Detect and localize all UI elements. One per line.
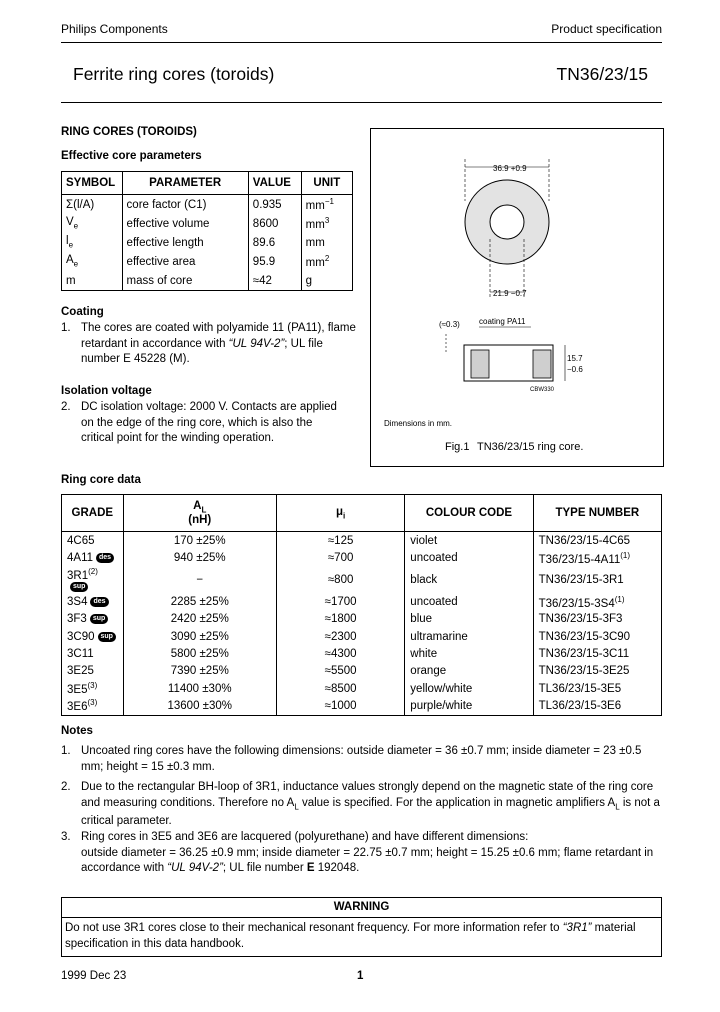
notes-heading: Notes	[61, 725, 93, 737]
al-value: 2420 ±25%	[123, 611, 276, 628]
al-value: −	[123, 567, 276, 594]
unit: mm	[305, 256, 325, 269]
grade: 3S4	[67, 596, 88, 609]
colour-code: white	[405, 645, 533, 662]
height-tol-label: −0.6	[567, 365, 583, 374]
section-title: RING CORES (TOROIDS)	[61, 126, 197, 138]
unit-exp: 3	[324, 216, 330, 226]
grade: 3C90	[67, 630, 95, 643]
table-row	[62, 697, 662, 715]
type-number: TL36/23/15-3E6	[533, 697, 661, 715]
grade: 3R1	[67, 569, 89, 582]
grade: 3E25	[62, 663, 124, 680]
al-value: 2285 ±25%	[123, 593, 276, 610]
grade: 4C65	[62, 532, 124, 550]
parameter: core factor (C1)	[122, 195, 248, 215]
mu-value: ≈4300	[276, 645, 404, 662]
table-row	[62, 214, 353, 233]
unit: mm	[305, 218, 325, 231]
colour-code: purple/white	[405, 697, 533, 715]
col-mui: $\mu_i$	[276, 495, 404, 532]
colour-code: violet	[405, 532, 533, 550]
al-value: 940 ±25%	[123, 549, 276, 566]
type-number: TL36/23/15-3E5	[533, 680, 661, 697]
coating-heading: Coating	[61, 306, 104, 318]
figure-caption: TN36/23/15 ring core.	[477, 441, 584, 453]
parameter: effective volume	[122, 214, 248, 233]
symbol-sub: e	[73, 221, 79, 231]
warning-title: WARNING	[62, 898, 661, 918]
grade-note: (3)	[87, 698, 98, 708]
unit-exp: −1	[324, 197, 334, 207]
table-row	[62, 680, 662, 697]
col-al: $A_L$ (nH)	[123, 495, 276, 532]
colour-code: blue	[405, 611, 533, 628]
al-value: 3090 ±25%	[123, 628, 276, 645]
footer-date: 1999 Dec 23	[61, 970, 127, 982]
ring-core-drawing	[371, 129, 663, 466]
colour-code: ultramarine	[405, 628, 533, 645]
note-1-num: 1.	[61, 745, 71, 757]
type-number: TN36/23/15-4C65	[533, 532, 661, 550]
coat-thickness-label: (≈0.3)	[439, 320, 460, 329]
mu-value: ≈1800	[276, 611, 404, 628]
symbol: V	[66, 216, 74, 229]
col-parameter: PARAMETER	[122, 172, 248, 195]
figure-number: Fig.1	[445, 441, 470, 453]
grade: 4A11	[67, 551, 94, 564]
note-2: Due to the rectangular BH-loop of 3R1, inductance values strongly depend on the magnetic state of the ring core and measuring conditions. Therefore no $A_L$ value is specified. For the application in magnetic amplifiers $A_L$ is not a critical parameter.	[81, 781, 660, 828]
page-title: Ferrite ring cores (toroids)	[73, 64, 275, 84]
al-value: 5800 ±25%	[123, 645, 276, 662]
status-badge: sup	[90, 614, 108, 624]
table-row	[62, 252, 353, 271]
height-dim-label: 15.7	[567, 354, 583, 363]
note-3: Ring cores in 3E5 and 3E6 are lacquered (polyurethane) and have different dimensions: outside diameter = 36.25 ±0.9 mm; inside diameter = 22.75 ±0.7 mm; height = 15.25 ±0.6 mm; flame retardant in accordance with “UL 94V-2”; UL file number E 192048.	[81, 831, 654, 874]
col-value: VALUE	[248, 172, 301, 195]
company-name: Philips Components	[61, 22, 168, 36]
symbol: l	[66, 235, 69, 248]
page-number: 1	[357, 970, 364, 982]
coating-label: coating PA11	[479, 317, 526, 326]
type-number: T36/23/15-3S4	[538, 597, 615, 610]
grade: 3E6	[67, 701, 88, 714]
value: 95.9	[248, 252, 301, 271]
note-1: Uncoated ring cores have the following dimensions: outside diameter = 36 ±0.7 mm; inside diameter = 23 ±0.5 mm; height = 15 ±0.3 mm.	[81, 745, 642, 773]
unit-exp: 2	[324, 254, 330, 264]
mu-value: ≈800	[276, 567, 404, 594]
unit: g	[301, 271, 352, 291]
type-number: TN36/23/15-3C11	[533, 645, 661, 662]
table-row	[62, 233, 353, 252]
type-note: (1)	[620, 550, 631, 560]
col-symbol: SYMBOL	[62, 172, 123, 195]
header-rule	[61, 42, 662, 43]
table-row	[62, 611, 662, 628]
dims-note: Dimensions in mm.	[384, 419, 453, 428]
ring-data-heading: Ring core data	[61, 474, 141, 486]
colour-code: black	[405, 567, 533, 594]
status-badge: sup	[98, 632, 116, 642]
table-row	[62, 195, 353, 215]
col-colour-code: COLOUR CODE	[405, 495, 533, 532]
mu-value: ≈125	[276, 532, 404, 550]
document-type: Product specification	[551, 22, 662, 36]
grade-note: (2)	[88, 566, 98, 576]
colour-code: yellow/white	[405, 680, 533, 697]
mu-value: ≈2300	[276, 628, 404, 645]
mu-value: ≈1700	[276, 593, 404, 610]
symbol-sub: e	[68, 240, 74, 250]
isolation-text: DC isolation voltage: 2000 V. Contacts are applied on the edge of the ring core, which is also the critical point for the winding operation.	[81, 401, 337, 444]
type-note: (1)	[614, 594, 625, 604]
value: ≈42	[248, 271, 301, 291]
al-value: 13600 ±30%	[123, 697, 276, 715]
status-badge: des	[90, 597, 108, 607]
colour-code: uncoated	[405, 593, 533, 610]
params-heading: Effective core parameters	[61, 150, 202, 162]
type-number: TN36/23/15-3C90	[533, 628, 661, 645]
drawing-code: CBW330	[530, 387, 555, 393]
value: 89.6	[248, 233, 301, 252]
status-badge: des	[96, 553, 114, 563]
grade-note: (3)	[87, 681, 98, 691]
symbol: Σ(l/A)	[66, 198, 95, 211]
warning-box	[61, 897, 662, 957]
mu-value: ≈5500	[276, 663, 404, 680]
al-value: 11400 ±30%	[123, 680, 276, 697]
mu-value: ≈700	[276, 549, 404, 566]
table-row	[62, 593, 662, 610]
type-number: TN36/23/15-3R1	[533, 567, 661, 594]
parameter: mass of core	[122, 271, 248, 291]
type-number: TN36/23/15-3E25	[533, 663, 661, 680]
table-row	[62, 549, 662, 566]
table-row	[62, 271, 353, 291]
grade: 3E5	[67, 683, 88, 696]
unit: mm	[305, 236, 325, 249]
al-value: 170 ±25%	[123, 532, 276, 550]
symbol: A	[66, 254, 74, 267]
coating-text: The cores are coated with polyamide 11 (PA11), flame retardant in accordance with “UL 94V-2”; UL file number E 45228 (M).	[81, 322, 356, 365]
part-number: TN36/23/15	[556, 64, 648, 84]
ring-core-data-table	[61, 494, 662, 716]
symbol-sub: e	[73, 259, 79, 269]
col-type-number: TYPE NUMBER	[533, 495, 661, 532]
coating-num: 1.	[61, 322, 71, 334]
table-row	[62, 663, 662, 680]
colour-code: orange	[405, 663, 533, 680]
parameter: effective area	[122, 252, 248, 271]
outer-dim-label: 36.9 +0.9	[493, 164, 527, 173]
unit: mm	[305, 199, 325, 212]
warning-text: Do not use 3R1 cores close to their mechanical resonant frequency. For more information refer to “3R1” material specification in this data handbook.	[65, 922, 636, 950]
status-badge: sup	[70, 582, 88, 592]
parameter: effective length	[122, 233, 248, 252]
table-row	[62, 532, 662, 550]
note-2-num: 2.	[61, 781, 71, 793]
mu-value: ≈8500	[276, 680, 404, 697]
type-number: T36/23/15-4A11	[538, 553, 621, 566]
table-row	[62, 645, 662, 662]
table-row	[62, 567, 662, 594]
inner-dim-label: 21.9 −0.7	[493, 289, 527, 298]
col-grade: GRADE	[62, 495, 124, 532]
figure-box	[370, 128, 664, 467]
note-3-num: 3.	[61, 831, 71, 843]
symbol: m	[62, 271, 123, 291]
type-number: TN36/23/15-3F3	[533, 611, 661, 628]
inner-circle	[490, 205, 524, 239]
title-rule	[61, 102, 662, 103]
colour-code: uncoated	[405, 549, 533, 566]
core-parameters-table	[61, 171, 353, 291]
col-unit: UNIT	[301, 172, 352, 195]
table-row	[62, 628, 662, 645]
grade: 3F3	[67, 613, 87, 626]
grade: 3C11	[62, 645, 124, 662]
value: 8600	[248, 214, 301, 233]
al-value: 7390 ±25%	[123, 663, 276, 680]
isolation-num: 2.	[61, 401, 71, 413]
isolation-heading: Isolation voltage	[61, 385, 152, 397]
value: 0.935	[248, 195, 301, 215]
mu-value: ≈1000	[276, 697, 404, 715]
